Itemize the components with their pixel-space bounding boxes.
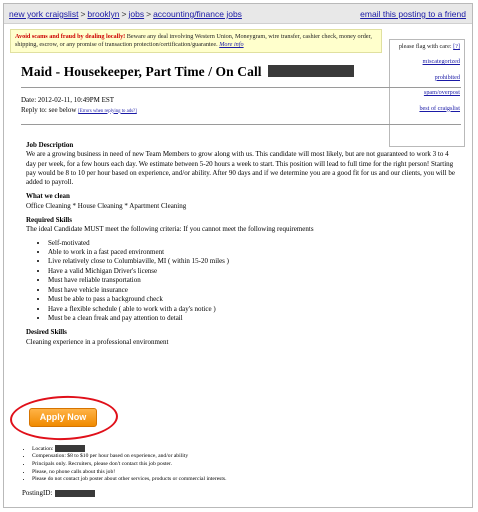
posting-title [21, 64, 354, 80]
list-item: • Have a flexible schedule ( able to work with a day's notice ) [48, 305, 456, 314]
list-item: • Have a valid Michigan Driver's license [48, 267, 456, 276]
list-item: • Self-motivated [48, 239, 456, 248]
details-list [22, 445, 226, 484]
breadcrumb-link-brooklyn[interactable]: brooklyn [87, 9, 120, 19]
breadcrumb-separator: > [146, 9, 152, 19]
flag-prompt-text: please flag with care: [398, 43, 452, 50]
more-info-link[interactable]: More info [219, 41, 244, 48]
job-description-text: We are a growing business in need of new Team Members to grow along with us. This candidate will most likely, but are not guaranteed to work 3 to 4 day per week, for a few hours each day. We estimate between 5-20 hours a week to start. This position will lead to full time for the right person! Starting pay would be 8 to 10 per hour based on experience, and/or ability. After 90 days and if we determine you are a good fit for us and our clients, you will be added to payroll. [26, 150, 455, 187]
posting-date: Date: 2012-02-11, 10:49PM EST [21, 96, 115, 104]
apply-now-button[interactable]: Apply Now [29, 408, 97, 427]
list-item: • Principals only. Recruiters, please don't contact this job poster. [32, 461, 226, 469]
breadcrumb-link-new-york[interactable]: new york craigslist [9, 9, 79, 19]
list-item: • Live relatively close to Columbiaville, MI ( within 15-20 miles ) [48, 257, 456, 266]
redacted-block [55, 445, 85, 452]
desired-skills-heading: Desired Skills [26, 328, 67, 337]
posting-details [22, 445, 226, 497]
flag-help-link[interactable]: [?] [453, 43, 460, 50]
scam-warning-box [10, 29, 382, 53]
list-item: • Must be a clean freak and pay attention to detail [48, 314, 456, 323]
desired-skills-text: Cleaning experience in a professional environment [26, 337, 169, 346]
what-we-clean-text: Office Cleaning * House Cleaning * Apartment Cleaning [26, 201, 187, 210]
reply-label: Reply to: see below [21, 105, 77, 114]
required-skills-heading: Required Skills [26, 216, 72, 225]
flag-link-spam-overpost[interactable]: spam/overpost [423, 89, 460, 96]
breadcrumb [9, 9, 242, 19]
breadcrumb-link-accounting-finance[interactable]: accounting/finance jobs [153, 9, 242, 19]
posting-id-label: PostingID: [22, 488, 53, 497]
reply-errors-link[interactable]: [Errors when replying to ads?] [78, 108, 137, 114]
page-frame [3, 3, 473, 508]
scam-warning-heading: Avoid scams and fraud by dealing locally! [15, 33, 126, 40]
breadcrumb-link-jobs[interactable]: jobs [128, 9, 145, 19]
list-item: • Must have reliable transportation [48, 276, 456, 285]
list-item: • Able to work in a fast paced environment [48, 248, 456, 257]
scam-warning-text: Beware any deal involving Western Union, Moneygram, wire transfer, cashier check, money order, shipping, escrow, or any promise of transaction protection/certification/guarantee. [15, 33, 372, 48]
reply-line [21, 106, 137, 117]
posting-title-text: Maid - Housekeeper, Part Time / On Call [21, 64, 262, 79]
required-skills-list [26, 239, 456, 324]
divider [21, 124, 461, 125]
posting-id [22, 490, 226, 498]
flag-box [389, 39, 465, 147]
redacted-block [268, 65, 354, 77]
posting-body [26, 141, 456, 347]
flag-prompt [394, 43, 460, 50]
breadcrumb-bar [4, 4, 472, 24]
breadcrumb-separator: > [80, 9, 86, 19]
list-item: • Must have vehicle insurance [48, 286, 456, 295]
flag-link-prohibited[interactable]: prohibited [434, 73, 460, 81]
list-item: • Must be able to pass a background check [48, 295, 456, 304]
divider [21, 87, 461, 88]
email-posting-link[interactable]: email this posting to a friend [360, 9, 466, 19]
job-description-heading: Job Description [26, 141, 74, 149]
flag-link-best-of[interactable]: best of craigslist [419, 104, 460, 112]
apply-area [10, 396, 120, 444]
breadcrumb-separator: > [121, 9, 127, 19]
list-item: • Please do not contact job poster about other services, products or commercial interests. [32, 476, 226, 484]
list-item: • Please, no phone calls about this job! [32, 469, 226, 477]
list-item: • Compensation: $8 to $10 per hour based on experience, and/or ability [32, 453, 226, 461]
required-skills-intro: The ideal Candidate MUST meet the following criteria: If you cannot meet the following requirements [26, 225, 314, 234]
flag-link-miscategorized[interactable]: miscategorized [422, 58, 460, 65]
what-we-clean-heading: What we clean [26, 192, 70, 201]
location-label: Location: [32, 445, 54, 452]
redacted-block [55, 490, 95, 497]
posting-meta [21, 96, 137, 116]
